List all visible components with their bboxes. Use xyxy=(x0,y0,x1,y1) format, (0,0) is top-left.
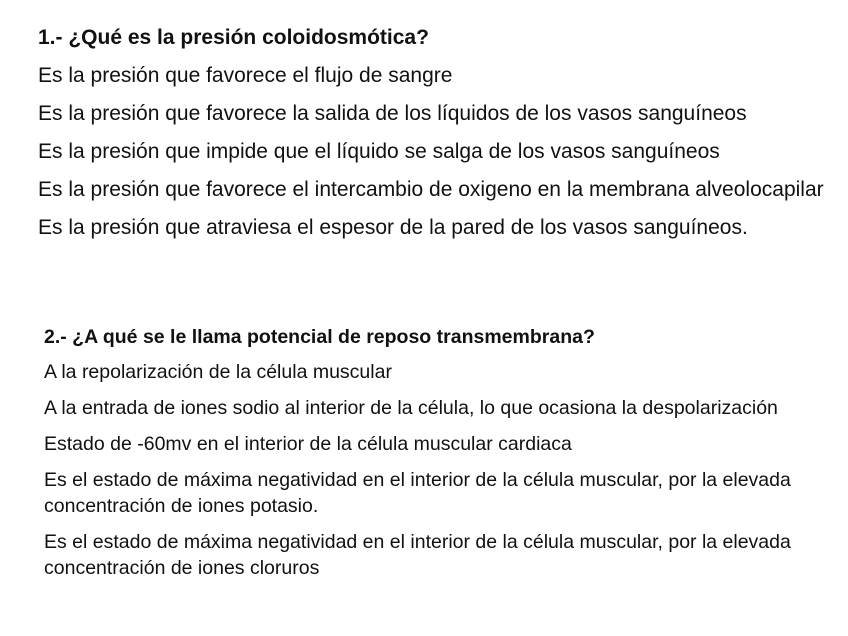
question-1-options xyxy=(38,62,838,242)
question-2-option-1: A la repolarización de la célula muscular xyxy=(44,361,392,383)
question-1-block xyxy=(38,24,838,252)
question-2-option-5: Es el estado de máxima negatividad en el interior de la célula muscular, por la elevada concentración de iones cloruros xyxy=(44,531,791,579)
question-2-options xyxy=(44,359,824,581)
question-1-title: 1.- ¿Qué es la presión coloidosmótica? xyxy=(38,26,429,49)
question-2-option-2: A la entrada de iones sodio al interior de la célula, lo que ocasiona la despolarización xyxy=(44,397,778,419)
question-2-option-4: Es el estado de máxima negatividad en el interior de la célula muscular, por la elevada concentración de iones potasio. xyxy=(44,469,791,517)
question-1-option-2: Es la presión que favorece la salida de los líquidos de los vasos sanguíneos xyxy=(38,102,747,125)
question-2-option-3: Estado de -60mv en el interior de la célula muscular cardiaca xyxy=(44,433,572,455)
question-2-title: 2.- ¿A qué se le llama potencial de reposo transmembrana? xyxy=(44,326,595,348)
question-1-option-1: Es la presión que favorece el flujo de sangre xyxy=(38,64,453,87)
question-2-block xyxy=(44,324,824,591)
question-1-option-3: Es la presión que impide que el líquido se salga de los vasos sanguíneos xyxy=(38,140,720,163)
question-1-option-4: Es la presión que favorece el intercambio de oxigeno en la membrana alveolocapilar xyxy=(38,178,824,201)
question-1-option-5: Es la presión que atraviesa el espesor de la pared de los vasos sanguíneos. xyxy=(38,216,748,239)
